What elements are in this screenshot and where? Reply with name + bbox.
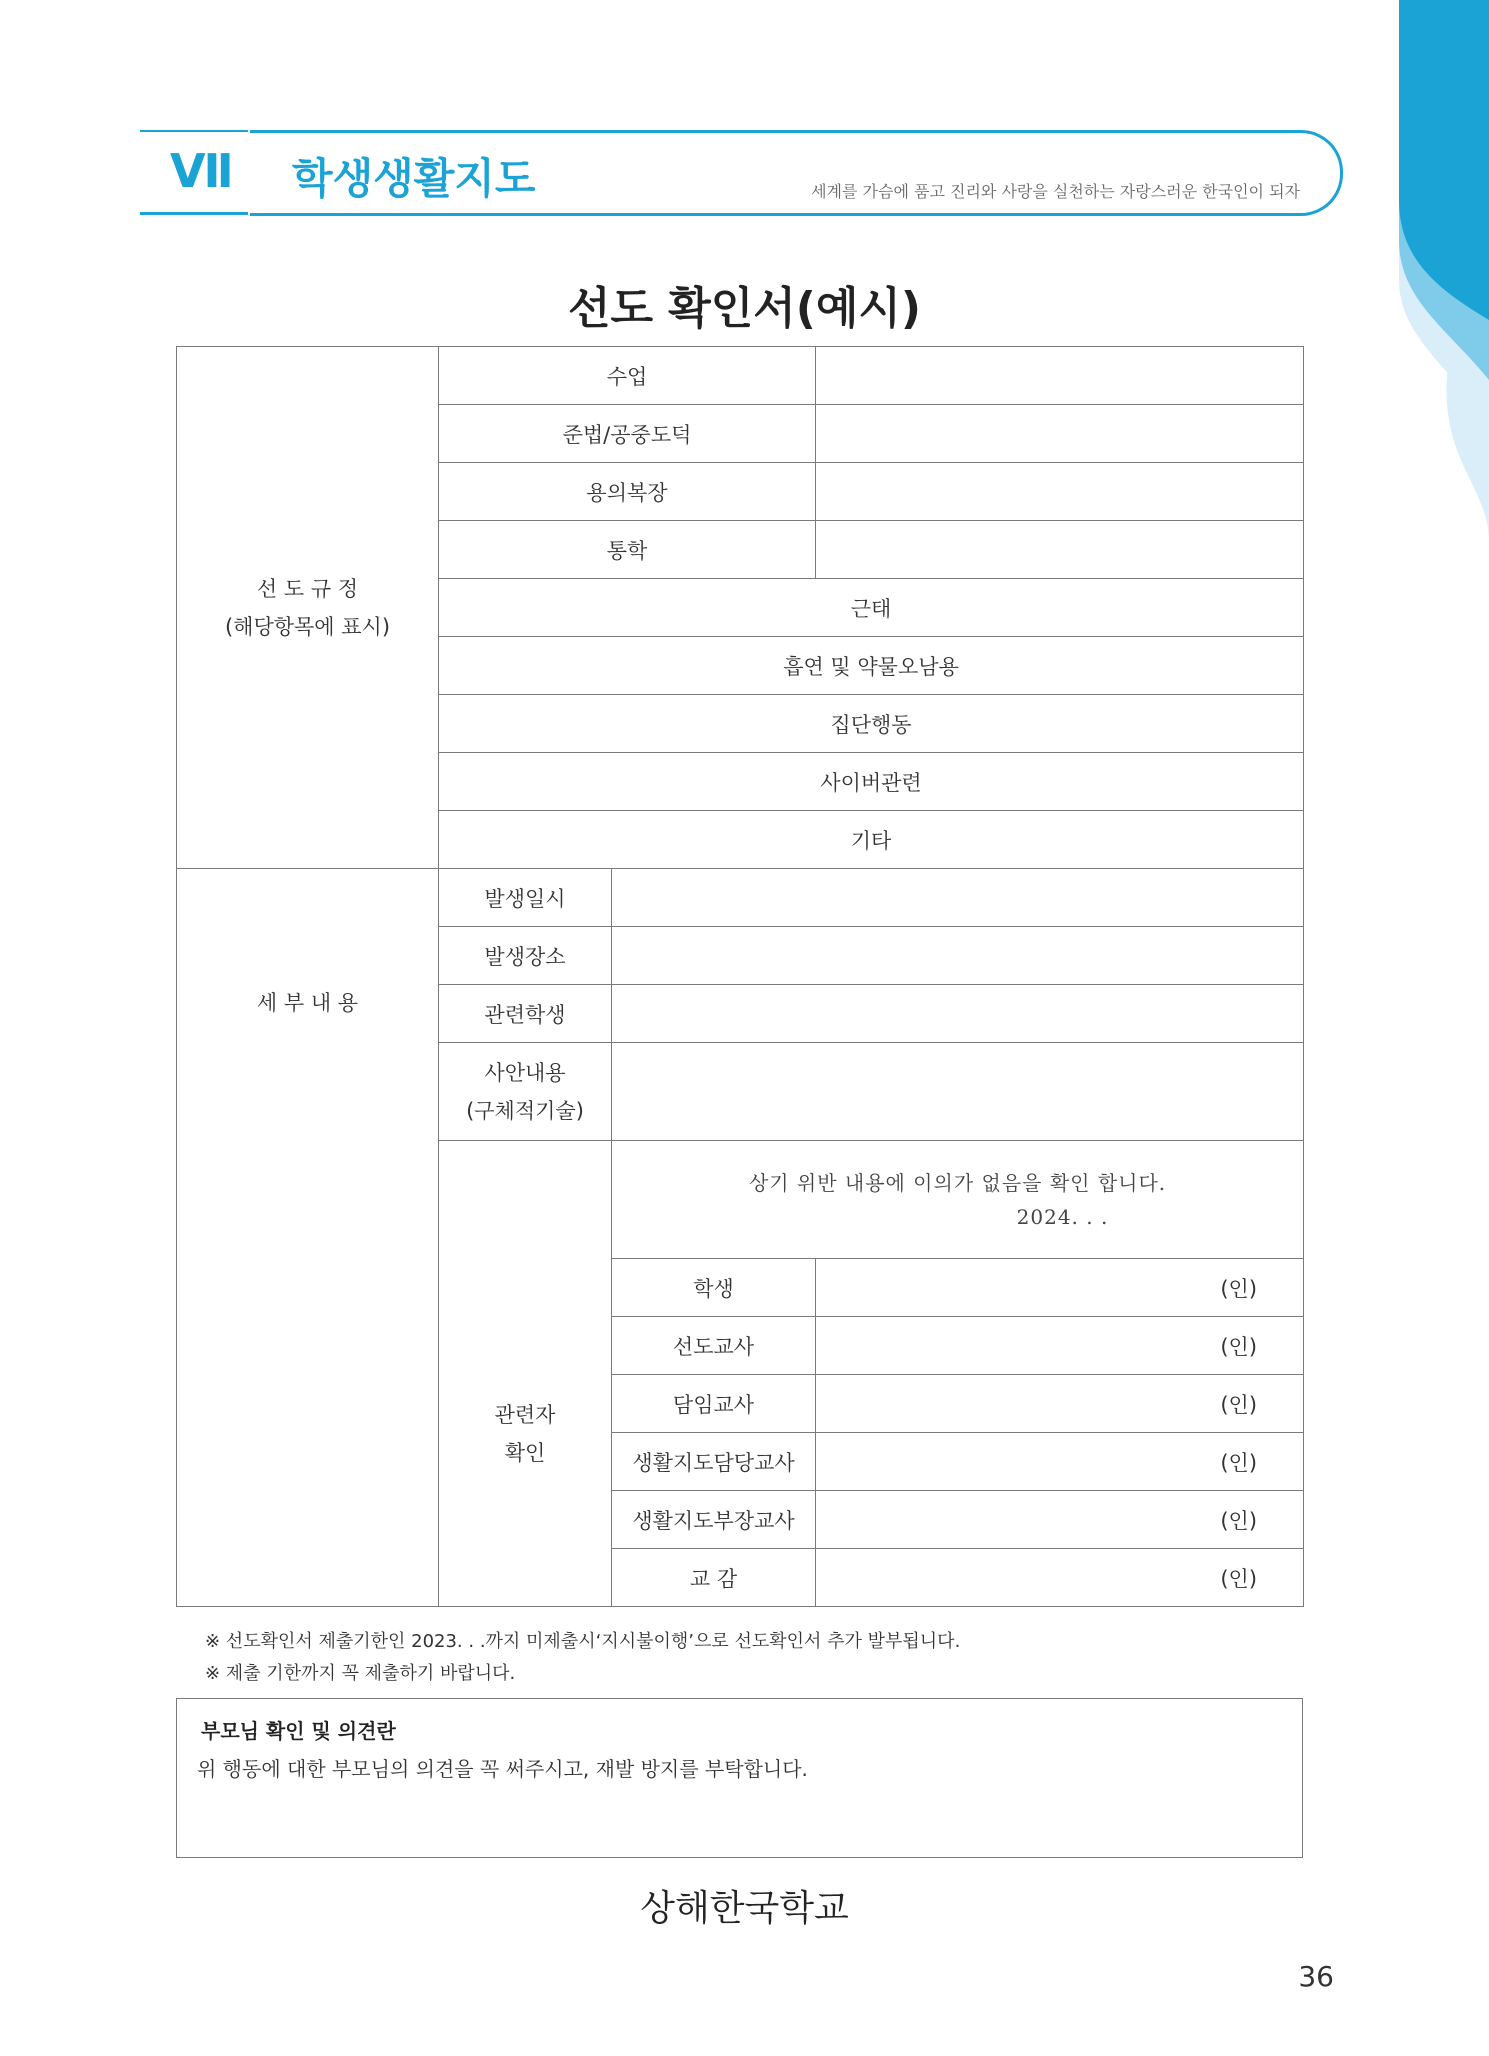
field-input[interactable]: [612, 869, 1304, 927]
rule-item: 수업: [439, 347, 816, 405]
field-label-detail: 사안내용 (구체적기술): [439, 1043, 612, 1141]
rule-check-cell[interactable]: [816, 463, 1304, 521]
section-rules-label: 선 도 규 정 (해당항목에 표시): [177, 347, 439, 869]
parent-opinion-instructions: 위 행동에 대한 부모님의 의견을 꼭 써주시고, 재발 방지를 부탁합니다.: [197, 1757, 808, 1781]
side-wave-decoration: [1399, 0, 1489, 680]
rule-item: 통학: [439, 521, 816, 579]
rule-item: 사이버관련: [439, 753, 1304, 811]
school-motto: 세계를 가슴에 품고 진리와 사랑을 실천하는 자랑스러운 한국인이 되자: [811, 182, 1300, 201]
seal-mark: (인): [1220, 1276, 1258, 1301]
field-label: 관련학생: [439, 985, 612, 1043]
signature-cell[interactable]: [816, 1259, 1304, 1317]
field-input-detail[interactable]: [612, 1043, 1304, 1141]
parent-opinion-title: 부모님 확인 및 의견란: [201, 1719, 396, 1743]
rule-item: 집단행동: [439, 695, 1304, 753]
seal-mark: (인): [1220, 1334, 1258, 1359]
seal-mark: (인): [1220, 1508, 1258, 1533]
parent-opinion-box[interactable]: [176, 1698, 1303, 1858]
note-deadline: ※ 선도확인서 제출기한인 2023. . .까지 미제출시‘지시불이행’으로 선도확인서 추가 발부됩니다.: [205, 1631, 961, 1652]
header-rule-bottom: [140, 212, 248, 215]
rule-item: 근태: [439, 579, 1304, 637]
field-label: 발생일시: [439, 869, 612, 927]
rule-item: 흡연 및 약물오남용: [439, 637, 1304, 695]
confirmation-date: 2024. . .: [1016, 1204, 1109, 1229]
chapter-header: [140, 130, 1346, 216]
guidance-form-table: [176, 346, 1304, 1607]
signature-cell[interactable]: [816, 1433, 1304, 1491]
rule-item: 기타: [439, 811, 1304, 869]
signer-role: 교 감: [612, 1549, 816, 1607]
signature-cell[interactable]: [816, 1549, 1304, 1607]
signer-role: 생활지도담당교사: [612, 1433, 816, 1491]
signer-role: 생활지도부장교사: [612, 1491, 816, 1549]
signer-role: 선도교사: [612, 1317, 816, 1375]
section-details-label: 세 부 내 용: [177, 869, 439, 1607]
note-reminder: ※ 제출 기한까지 꼭 제출하기 바랍니다.: [205, 1663, 516, 1684]
chapter-number: Ⅶ: [170, 144, 231, 198]
rule-check-cell[interactable]: [816, 347, 1304, 405]
page-number: 36: [1298, 1960, 1334, 1993]
seal-mark: (인): [1220, 1566, 1258, 1591]
signature-cell[interactable]: [816, 1375, 1304, 1433]
document-title: 선도 확인서(예시): [567, 283, 922, 334]
signer-role: 학생: [612, 1259, 816, 1317]
chapter-title: 학생생활지도: [292, 154, 536, 203]
header-rule-top: [140, 130, 248, 132]
confirm-label: 관련자 확인: [439, 1141, 612, 1607]
field-input[interactable]: [612, 985, 1304, 1043]
rule-item: 준법/공중도덕: [439, 405, 816, 463]
rule-check-cell[interactable]: [816, 521, 1304, 579]
confirmation-statement: 상기 위반 내용에 이의가 없음을 확인 합니다. 2024. . .: [612, 1141, 1304, 1259]
signature-cell[interactable]: [816, 1491, 1304, 1549]
submission-notes: [205, 1626, 960, 1690]
field-input[interactable]: [612, 927, 1304, 985]
rule-check-cell[interactable]: [816, 405, 1304, 463]
seal-mark: (인): [1220, 1450, 1258, 1475]
school-name: 상해한국학교: [640, 1888, 849, 1929]
signer-role: 담임교사: [612, 1375, 816, 1433]
rule-item: 용의복장: [439, 463, 816, 521]
field-label: 발생장소: [439, 927, 612, 985]
seal-mark: (인): [1220, 1392, 1258, 1417]
signature-cell[interactable]: [816, 1317, 1304, 1375]
